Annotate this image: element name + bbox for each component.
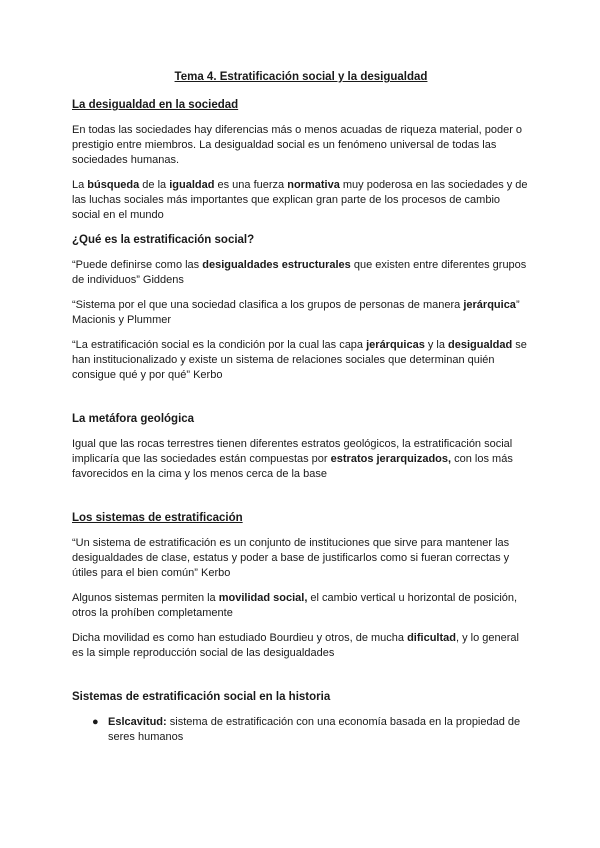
document-title: Tema 4. Estratificación social y la desigualdad xyxy=(174,71,428,83)
section-heading-metafora: La metáfora geológica xyxy=(72,413,195,425)
quote-kerbo-1: “La estratificación social es la condición por la cual las capa jerárquicas y la desigualdad se han institucionalizado y existe un sistema de relaciones sociales que determinan quién consigue qué y por qué” Kerbo xyxy=(72,339,527,381)
quote-macionis: “Sistema por el que una sociedad clasifica a los grupos de personas de manera jerárquica” Macionis y Plummer xyxy=(72,299,520,326)
quote-kerbo-2: “Un sistema de estratificación es un conjunto de instituciones que sirve para mantener las desigualdades de clase, estatus y poder a base de justificarlos como si fueran correctas y útiles para el bien común” Kerbo xyxy=(72,537,510,579)
paragraph-desigualdad-1: En todas las sociedades hay diferencias más o menos acuadas de riqueza material, poder o prestigio entre miembros. La desigualdad social es un fenómeno universal de todas las sociedades humanas. xyxy=(72,124,523,166)
document-page xyxy=(72,70,530,745)
bullet-icon: ● xyxy=(92,716,99,728)
list-item: ● Eslcavitud: sistema de estratificación con una economía basada en la propiedad de seres humanos xyxy=(92,716,521,743)
paragraph-desigualdad-2: La búsqueda de la igualdad es una fuerza normativa muy poderosa en las sociedades y de las luchas sociales más importantes que explican gran parte de los procesos de cambio social en el mundo xyxy=(72,179,528,221)
historia-list xyxy=(72,715,530,745)
paragraph-metafora: Igual que las rocas terrestres tienen diferentes estratos geológicos, la estratificación social implicaría que las sociedades están compuestas por estratos jerarquizados, con los más favorecidos en la cima y los menos cerca de la base xyxy=(72,438,513,480)
section-heading-historia: Sistemas de estratificación social en la historia xyxy=(72,691,331,703)
paragraph-movilidad: Algunos sistemas permiten la movilidad social, el cambio vertical u horizontal de posición, otros la prohíben completamente xyxy=(72,592,518,619)
quote-giddens: “Puede definirse como las desigualdades estructurales que existen entre diferentes grupos de individuos” Giddens xyxy=(72,259,527,286)
section-heading-que-es: ¿Qué es la estratificación social? xyxy=(72,234,255,246)
section-heading-sistemas: Los sistemas de estratificación xyxy=(72,512,243,524)
section-heading-desigualdad: La desigualdad en la sociedad xyxy=(72,99,239,111)
paragraph-bourdieu: Dicha movilidad es como han estudiado Bourdieu y otros, de mucha dificultad, y lo general es la simple reproducción social de las desigualdades xyxy=(72,632,519,659)
